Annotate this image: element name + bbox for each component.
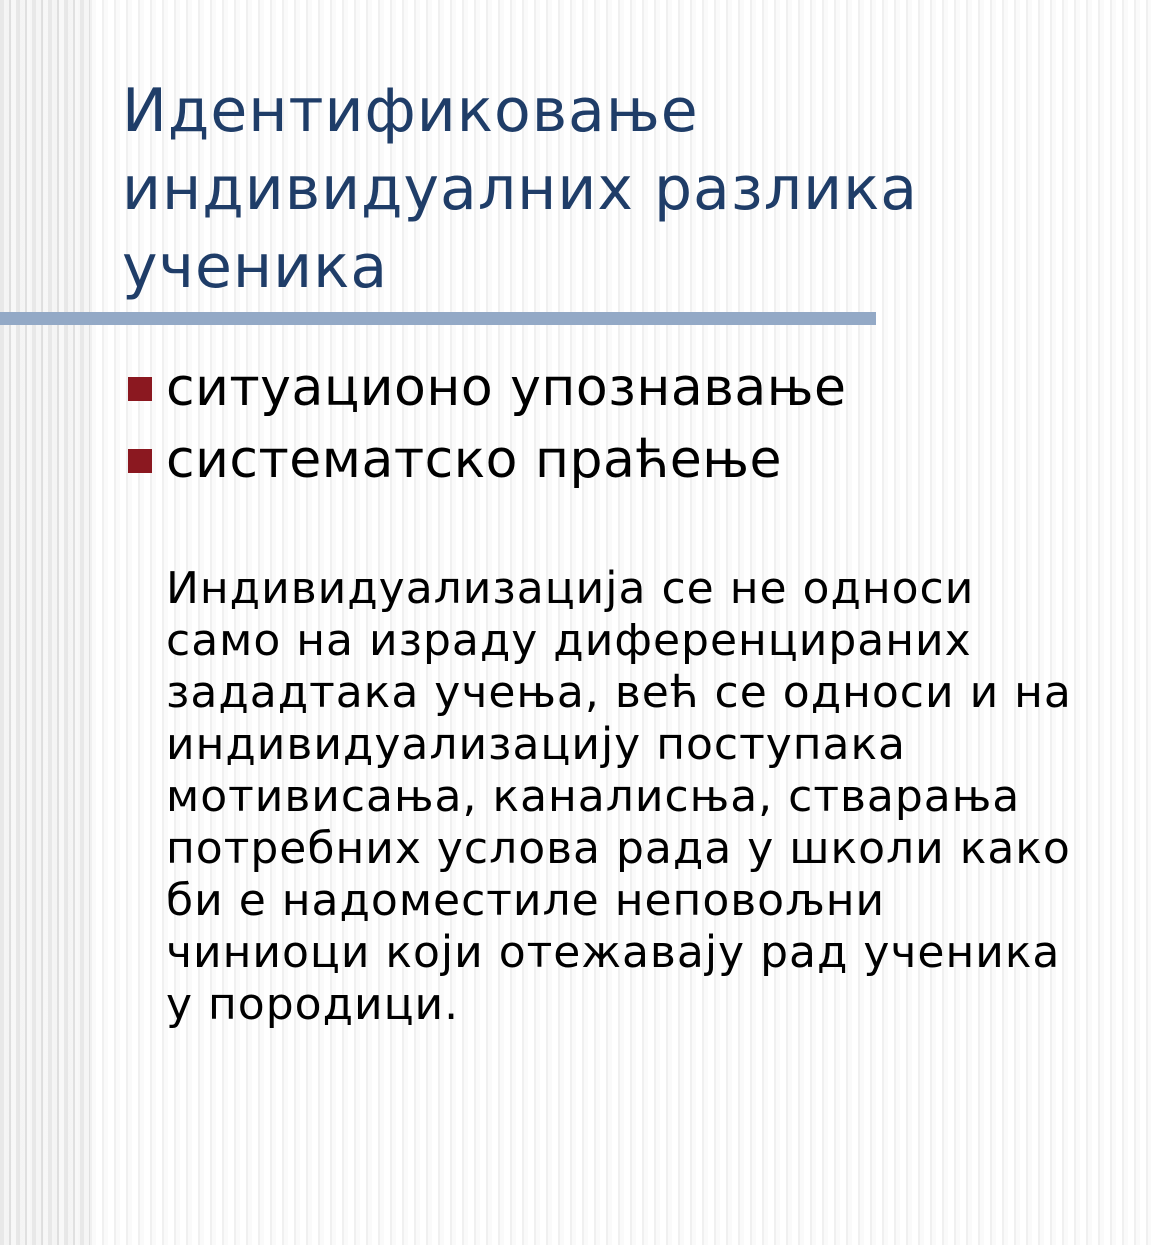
body-line: зададтака учења, већ се односи и на <box>166 667 1072 718</box>
square-bullet-icon <box>128 377 152 401</box>
body-line: Индивидуализација се не односи <box>166 563 975 614</box>
slide-title-line: ученика <box>122 232 389 302</box>
slide-title <box>122 72 1022 306</box>
body-paragraph <box>166 563 1126 1031</box>
square-bullet-icon <box>128 449 152 473</box>
bullet-text: систематско праћење <box>166 430 782 490</box>
bullet-text: ситуационо упознавање <box>166 358 847 418</box>
body-line: индивидуализацију поступака <box>166 719 907 770</box>
slide-title-line: Идентификовање <box>122 76 699 146</box>
body-line: мотивисања, каналисња, стварања <box>166 771 1021 822</box>
title-divider <box>0 312 876 325</box>
slide-title-line: индивидуалних разлика <box>122 154 919 224</box>
background-stripes <box>0 0 90 1245</box>
bullet-item <box>128 424 846 496</box>
body-line: би е надоместиле неповољни <box>166 875 886 926</box>
body-line: потребних услова рада у школи како <box>166 823 1071 874</box>
body-line: само на израду диференцираних <box>166 615 972 666</box>
bullet-list <box>128 352 846 496</box>
body-line: у породици. <box>166 979 460 1030</box>
bullet-item <box>128 352 846 424</box>
body-line: чиниоци који отежавају рад ученика <box>166 927 1061 978</box>
